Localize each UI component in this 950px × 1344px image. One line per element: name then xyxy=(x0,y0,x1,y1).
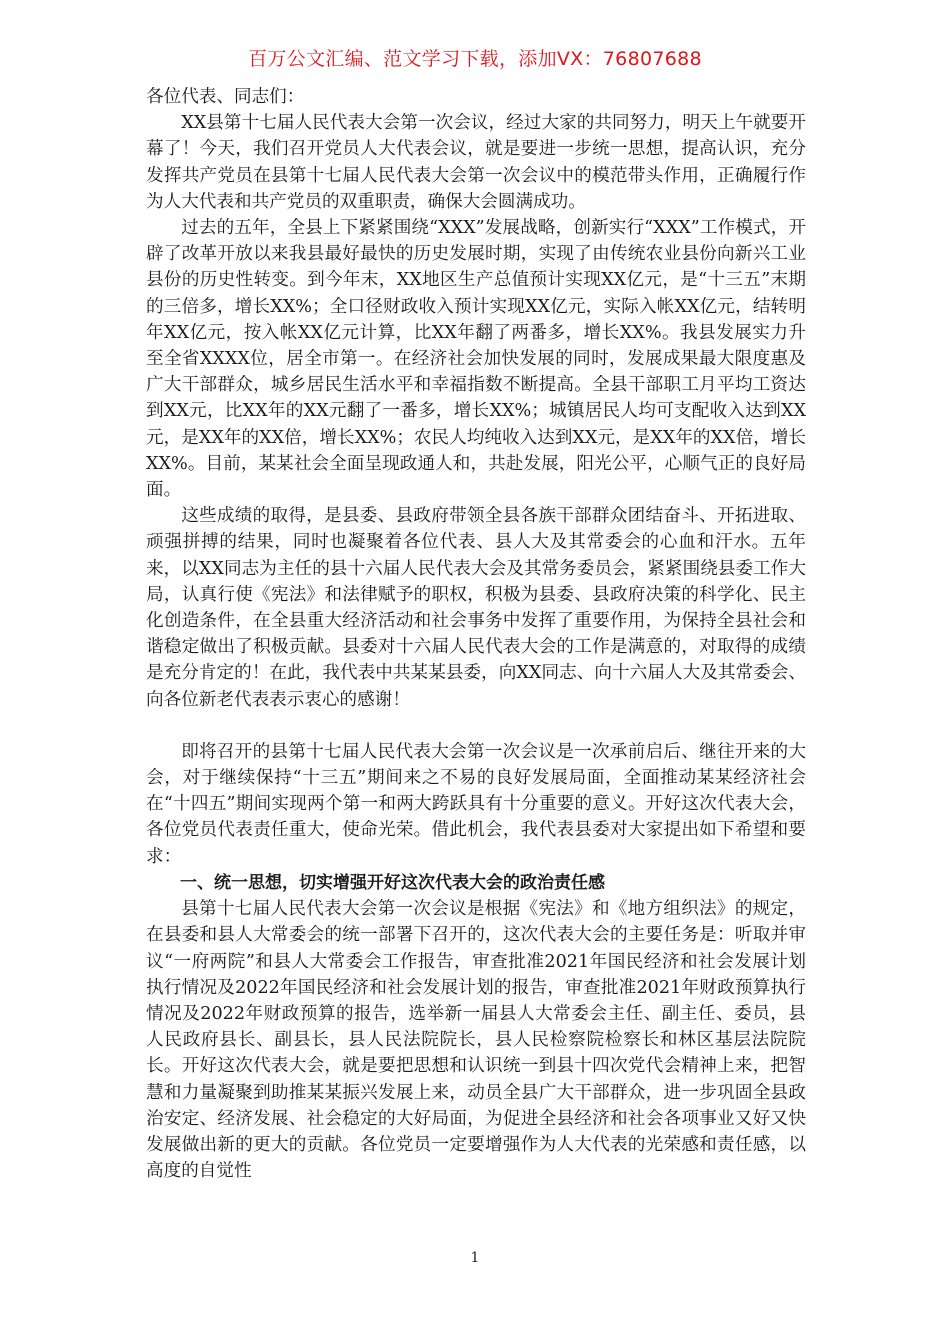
paragraph-achievements: 过去的五年，全县上下紧紧围绕“XXX”发展战略，创新实行“XXX”工作模式，开辟了改革开放以来我县最好最快的历史发展时期，实现了由传统农业县份向新兴工业县份的历史性转变。到今年末，XX地区生产总值预计实现XX亿元，是“十三五”末期的三倍多，增长XX%；全口径财政收入预计实现XX亿元，实际入帐XX亿元，结转明年XX亿元，按入帐XX亿元计算，比XX年翻了两番多，增长XX%。我县发展实力升至全省XXXX位，居全市第一。在经济社会加快发展的同时，发展成果最大限度惠及广大干部群众，城乡居民生活水平和幸福指数不断提高。全县干部职工月平均工资达到XX元，比XX年的XX元翻了一番多，增长XX%；城镇居民人均可支配收入达到XX元，是XX年的XX倍，增长XX%；农民人均纯收入达到XX元，是XX年的XX倍，增长XX%。目前，某某社会全面呈现政通人和，共赴发展，阳光公平，心顺气正的良好局面。 xyxy=(146,218,806,501)
paragraph-upcoming-meeting: 即将召开的县第十七届人民代表大会第一次会议是一次承前启后、继往开来的大会，对于继续保持“十三五”期间来之不易的良好发展局面，全面推动某某经济社会在“十四五”期间实现两个第一和两大跨跃具有十分重要的意义。开好这次代表大会，各位党员代表责任重大，使命光荣。借此机会，我代表县委对大家提出如下希望和要求： xyxy=(146,741,806,867)
paragraph-gap xyxy=(146,713,806,739)
download-banner: 百万公文汇编、范文学习下载，添加VX：76807688 xyxy=(248,48,702,70)
section-heading-1: 一、统一思想，切实增强开好这次代表大会的政治责任感 xyxy=(180,872,605,893)
paragraph-opening: XX县第十七届人民代表大会第一次会议，经过大家的共同努力，明天上午就要开幕了！今天，我们召开党员人大代表会议，就是要进一步统一思想，提高认识，充分发挥共产党员在县第十七届人民代表大会第一次会议中的模范带头作用，正确履行作为人大代表和共产党员的双重职责，确保大会圆满成功。 xyxy=(146,113,806,212)
document-body xyxy=(146,84,806,1184)
page-number: 1 xyxy=(470,1250,480,1266)
paragraph-thanks: 这些成绩的取得，是县委、县政府带领全县各族干部群众团结奋斗、开拓进取、顽强拼搏的结果，同时也凝聚着各位代表、县人大及其常委会的心血和汗水。五年来，以XX同志为主任的县十六届人民代表大会及其常务委员会，紧紧围绕县委工作大局，认真行使《宪法》和法律赋予的职权，积极为县委、县政府决策的科学化、民主化创造条件，在全县重大经济活动和社会事务中发挥了重要作用，为保持全县社会和谐稳定做出了积极贡献。县委对十六届人民代表大会的工作是满意的，对取得的成绩是充分肯定的！在此，我代表中共某某县委，向XX同志、向十六届人大及其常委会、向各位新老代表表示衷心的感谢！ xyxy=(146,506,806,710)
salutation: 各位代表、同志们： xyxy=(146,87,305,107)
paragraph-meeting-tasks: 县第十七届人民代表大会第一次会议是根据《宪法》和《地方组织法》的规定，在县委和县人大常委会的统一部署下召开的，这次代表大会的主要任务是：听取并审议“一府两院”和县人大常委会工作报告，审查批准2021年国民经济和社会发展计划执行情况及2022年国民经济和社会发展计划的报告，审查批准2021年财政预算执行情况及2022年财政预算的报告，选举新一届县人大常委会主任、副主任、委员，县人民政府县长、副县长，县人民法院院长，县人民检察院检察长和林区基层法院院长。开好这次代表大会，就是要把思想和认识统一到县十四次党代会精神上来，把智慧和力量凝聚到助推某某振兴发展上来，动员全县广大干部群众，进一步巩固全县政治安定、经济发展、社会稳定的大好局面，为促进全县经济和社会各项事业又好又快发展做出新的更大的贡献。各位党员一定要增强作为人大代表的光荣感和责任感，以高度的自觉性 xyxy=(146,899,806,1182)
